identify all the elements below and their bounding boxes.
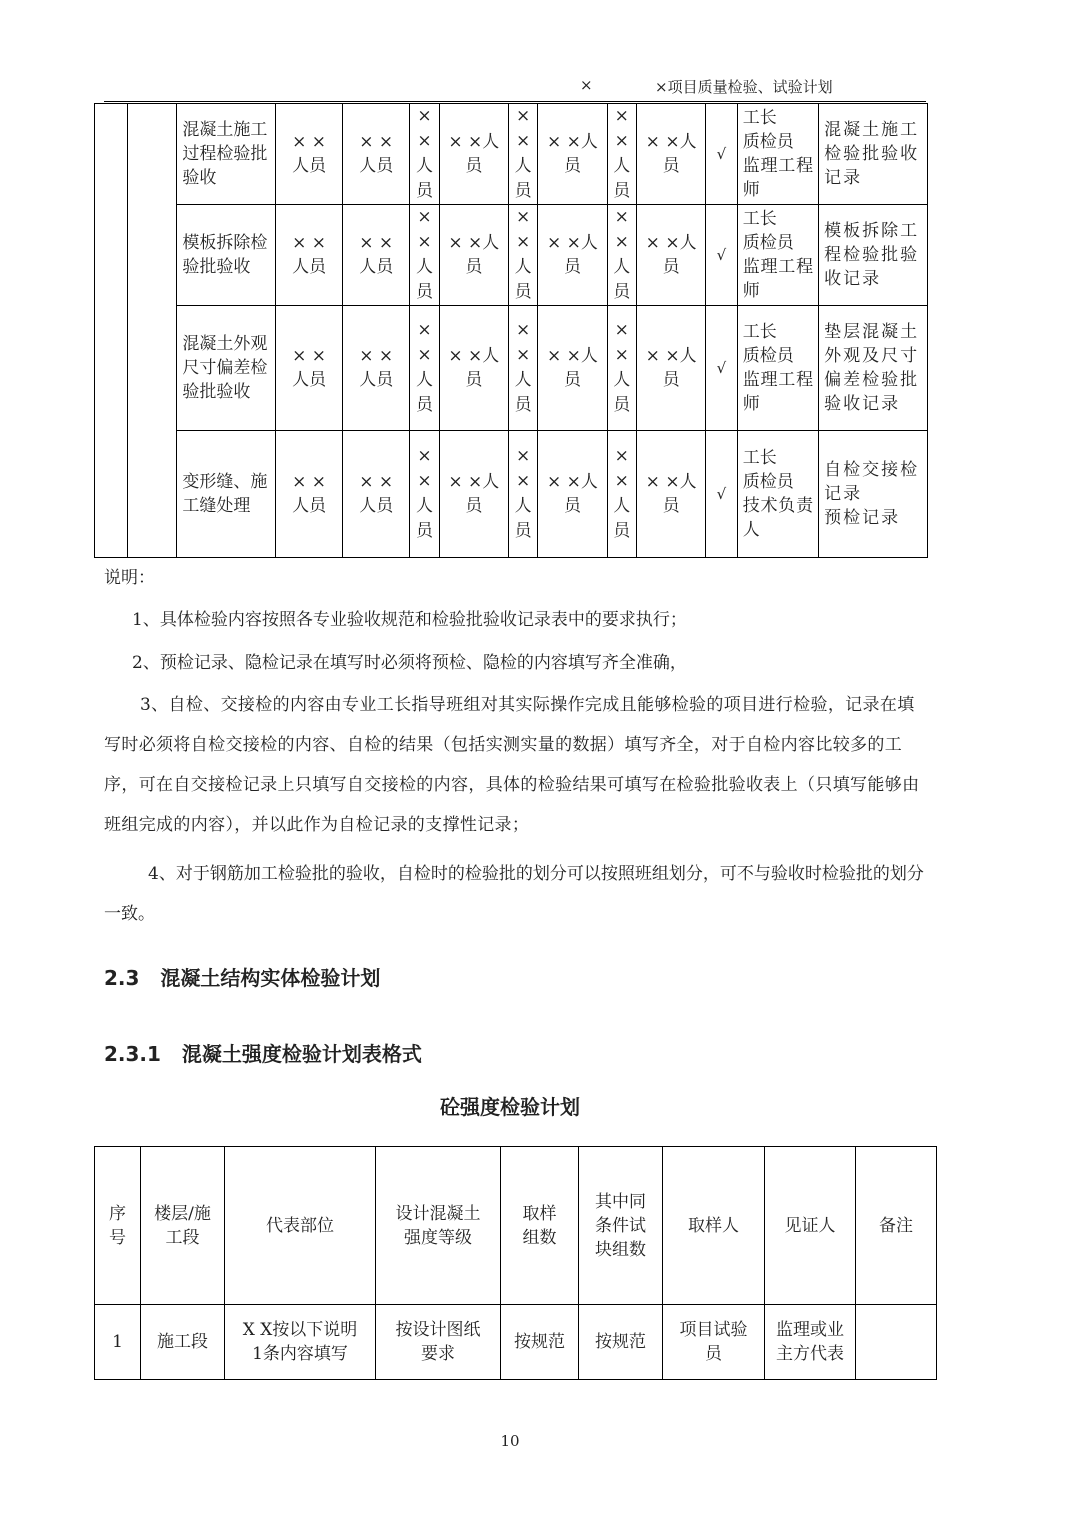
cell-p8: × ×人员 bbox=[637, 205, 706, 306]
cell-p6: × ×人员 bbox=[538, 205, 607, 306]
header-cell: 见证人 bbox=[765, 1147, 856, 1305]
header-cell: 序号 bbox=[95, 1147, 141, 1305]
page-header bbox=[0, 76, 1080, 98]
data-cell: 按规范 bbox=[579, 1305, 663, 1380]
inspection-table bbox=[94, 103, 928, 558]
cell-p5: × × 人 员 bbox=[508, 104, 537, 205]
cell-p2: × ×人员 bbox=[343, 205, 410, 306]
cell-item: 混凝土施工过程检验批验收 bbox=[177, 104, 276, 205]
header-cell: 楼层/施工段 bbox=[141, 1147, 225, 1305]
table-row bbox=[95, 205, 928, 306]
cell-p3: × × 人 员 bbox=[410, 205, 439, 306]
cell-p5: × × 人 员 bbox=[508, 306, 537, 431]
cell-p8: × ×人员 bbox=[637, 306, 706, 431]
notes-label: 说明： bbox=[104, 568, 155, 588]
cell-p2: × ×人员 bbox=[343, 306, 410, 431]
strength-plan-table bbox=[94, 1146, 937, 1380]
header-x-mark: × bbox=[580, 76, 593, 94]
cell-p4: × ×人员 bbox=[439, 306, 508, 431]
cell-check: √ bbox=[706, 431, 738, 558]
data-cell bbox=[856, 1305, 937, 1380]
header-cell: 备注 bbox=[856, 1147, 937, 1305]
header-title: ×项目质量检验、试验计划 bbox=[655, 78, 833, 96]
cell-p7: × × 人 员 bbox=[607, 104, 636, 205]
table-row bbox=[95, 431, 928, 558]
data-cell: 按规范 bbox=[501, 1305, 579, 1380]
cell-p5: × × 人 员 bbox=[508, 431, 537, 558]
header-rule bbox=[104, 101, 926, 102]
cell-p1: × ×人员 bbox=[276, 205, 343, 306]
header-cell: 取样组数 bbox=[501, 1147, 579, 1305]
cell-rec: 混凝土施工检验批验收记录 bbox=[819, 104, 928, 205]
table-row bbox=[95, 104, 928, 205]
cell-resp: 工长 质检员 监理工程师 bbox=[737, 306, 818, 431]
cell-check: √ bbox=[706, 205, 738, 306]
blank-col-a bbox=[95, 104, 128, 558]
cell-p3: × × 人 员 bbox=[410, 306, 439, 431]
note-2: 2、预检记录、隐检记录在填写时必须将预检、隐检的内容填写齐全准确， bbox=[132, 653, 687, 673]
data-cell: X X按以下说明1条内容填写 bbox=[225, 1305, 376, 1380]
table2-title: 砼强度检验计划 bbox=[440, 1095, 580, 1119]
cell-p4: × ×人员 bbox=[439, 104, 508, 205]
cell-p6: × ×人员 bbox=[538, 104, 607, 205]
cell-resp: 工长 质检员 技术负责人 bbox=[737, 431, 818, 558]
data-cell: 按设计图纸要求 bbox=[376, 1305, 501, 1380]
cell-p1: × ×人员 bbox=[276, 104, 343, 205]
cell-p8: × ×人员 bbox=[637, 431, 706, 558]
cell-p1: × ×人员 bbox=[276, 306, 343, 431]
blank-col-b bbox=[127, 104, 177, 558]
note-1: 1、具体检验内容按照各专业验收规范和检验批验收记录表中的要求执行； bbox=[132, 610, 687, 630]
data-cell: 项目试验员 bbox=[663, 1305, 765, 1380]
note-4: 4、对于钢筋加工检验批的验收，自检时的检验批的划分可以按照班组划分，可不与验收时检验批的划分一致。 bbox=[104, 864, 924, 924]
header-cell: 其中同条件试块组数 bbox=[579, 1147, 663, 1305]
cell-p8: × ×人员 bbox=[637, 104, 706, 205]
cell-rec: 垫层混凝土外观及尺寸偏差检验批验收记录 bbox=[819, 306, 928, 431]
header-cell: 设计混凝土强度等级 bbox=[376, 1147, 501, 1305]
cell-p6: × ×人员 bbox=[538, 306, 607, 431]
table-row bbox=[95, 306, 928, 431]
cell-item: 模板拆除检验批验收 bbox=[177, 205, 276, 306]
cell-check: √ bbox=[706, 104, 738, 205]
cell-p1: × ×人员 bbox=[276, 431, 343, 558]
note-3: 3、自检、交接检的内容由专业工长指导班组对其实际操作完成且能够检验的项目进行检验，记录在填写时必须将自检交接检的内容、自检的结果（包括实测实量的数据）填写齐全，对于自检内容比较多的工序，可在自交接检记录上只填写自交接检的内容，具体的检验结果可填写在检验批验收表上（只填写能够由班组完成的内容），并以此作为自检记录的支撑性记录； bbox=[104, 695, 920, 835]
subsection-title: 混凝土强度检验计划表格式 bbox=[181, 1042, 422, 1066]
cell-p3: × × 人 员 bbox=[410, 431, 439, 558]
cell-p2: × ×人员 bbox=[343, 104, 410, 205]
header-cell: 取样人 bbox=[663, 1147, 765, 1305]
cell-item: 混凝土外观尺寸偏差检验批验收 bbox=[177, 306, 276, 431]
cell-resp: 工长 质检员 监理工程师 bbox=[737, 205, 818, 306]
cell-rec: 模板拆除工程检验批验收记录 bbox=[819, 205, 928, 306]
section-heading bbox=[104, 962, 380, 991]
cell-p2: × ×人员 bbox=[343, 431, 410, 558]
section-title: 混凝土结构实体检验计划 bbox=[160, 966, 381, 990]
page-number: 10 bbox=[500, 1432, 520, 1450]
data-cell: 1 bbox=[95, 1305, 141, 1380]
subsection-number: 2.3.1 bbox=[104, 1042, 161, 1066]
data-cell: 监理或业主方代表 bbox=[765, 1305, 856, 1380]
section-number: 2.3 bbox=[104, 966, 140, 990]
cell-rec: 自检交接检记录 预检记录 bbox=[819, 431, 928, 558]
cell-p7: × × 人 员 bbox=[607, 306, 636, 431]
cell-p4: × ×人员 bbox=[439, 431, 508, 558]
cell-p6: × ×人员 bbox=[538, 431, 607, 558]
subsection-heading bbox=[104, 1038, 422, 1067]
cell-item: 变形缝、施工缝处理 bbox=[177, 431, 276, 558]
cell-p5: × × 人 员 bbox=[508, 205, 537, 306]
cell-p4: × ×人员 bbox=[439, 205, 508, 306]
header-cell: 代表部位 bbox=[225, 1147, 376, 1305]
cell-p3: × × 人 员 bbox=[410, 104, 439, 205]
cell-p7: × × 人 员 bbox=[607, 205, 636, 306]
cell-p7: × × 人 员 bbox=[607, 431, 636, 558]
cell-check: √ bbox=[706, 306, 738, 431]
data-cell: 施工段 bbox=[141, 1305, 225, 1380]
cell-resp: 工长 质检员 监理工程师 bbox=[737, 104, 818, 205]
